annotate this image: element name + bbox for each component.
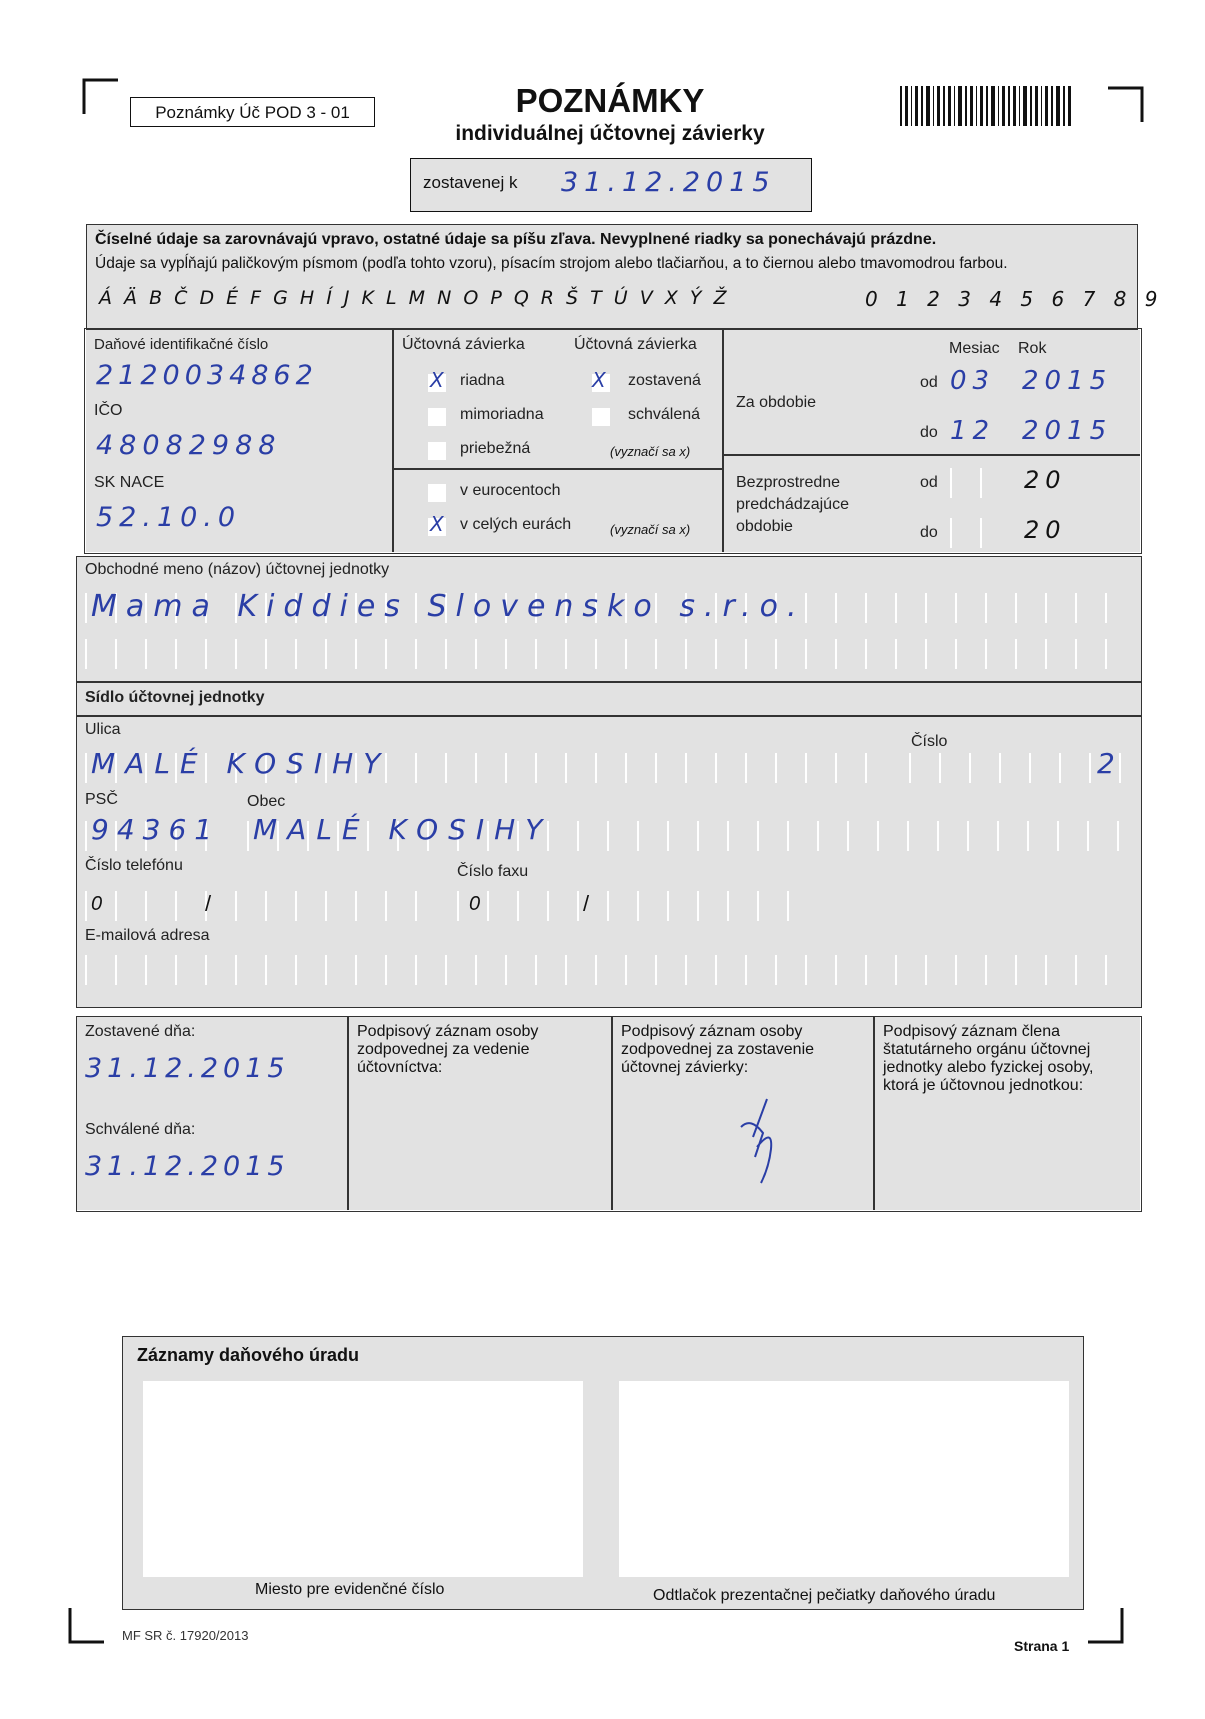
month-label: Mesiac — [949, 340, 1000, 357]
compiled-as-of-value: 31.12.2015 — [561, 167, 776, 198]
psc-value[interactable]: 94361 — [91, 813, 221, 846]
checkbox-schvalena[interactable] — [592, 408, 610, 426]
statement-col2-label: Účtovná závierka — [574, 336, 697, 353]
fax-prefix: 0 — [469, 893, 481, 915]
dic-label: Daňové identifikačné číslo — [94, 336, 269, 353]
phone-separator: / — [205, 891, 212, 916]
mark-hint-2: (vyznačí sa x) — [610, 522, 691, 537]
divider — [77, 715, 1141, 717]
option-priebezna: priebežná — [460, 440, 531, 457]
fax-label: Číslo faxu — [457, 863, 529, 880]
mark-zostavena: X — [592, 368, 606, 392]
seat-label: Sídlo účtovnej jednotky — [85, 689, 265, 706]
prev-from-year[interactable]: 20 — [1024, 466, 1067, 494]
checkbox-mimoriadna[interactable] — [428, 408, 446, 426]
prev-to-month-cells[interactable] — [950, 518, 1010, 548]
compiled-on-value[interactable]: 31.12.2015 — [85, 1053, 290, 1084]
city-value[interactable]: MALÉ KOSIHY — [253, 813, 553, 846]
letters-pattern: Á Ä B Č D É F G H Í J K L M N O P Q R Š T Ú V X Ý Ž — [99, 287, 730, 309]
period-from-year[interactable]: 2015 — [1022, 366, 1113, 396]
evidence-number-area[interactable] — [143, 1381, 583, 1577]
prev-from-month-cells[interactable] — [950, 468, 1010, 498]
fax-cells[interactable] — [457, 891, 797, 921]
sig1-label: Podpisový záznam osoby zodpovednej za vedenie účtovníctva: — [357, 1023, 539, 1076]
checkbox-eurocenty[interactable] — [428, 484, 446, 502]
handwritten-signature — [723, 1097, 793, 1187]
compiled-as-of-label: zostavenej k — [423, 173, 518, 192]
period-to-label: do — [920, 424, 938, 441]
street-value[interactable]: MALÉ KOSIHY — [91, 747, 391, 780]
approved-on-label: Schválené dňa: — [85, 1121, 196, 1138]
divider — [77, 681, 1141, 683]
street-label: Ulica — [85, 721, 121, 738]
page-title: POZNÁMKY — [515, 82, 705, 119]
sig1-box[interactable] — [349, 1017, 611, 1210]
prev-period-label: Bezprostredne predchádzajúce obdobie — [736, 474, 849, 535]
corner-mark-bottom-right — [1088, 1608, 1124, 1644]
evidence-number-caption: Miesto pre evidenčné číslo — [255, 1581, 445, 1598]
period-from-label: od — [920, 374, 938, 391]
option-riadna: riadna — [460, 372, 505, 389]
page-subtitle: individuálnej účtovnej závierky — [455, 122, 765, 145]
entity-name-label: Obchodné meno (názov) účtovnej jednotky — [85, 561, 390, 578]
option-cele-eura: v celých eurách — [460, 516, 572, 533]
ico-value[interactable]: 48082988 — [96, 430, 282, 461]
statement-col1-label: Účtovná závierka — [402, 336, 525, 353]
option-zostavena: zostavená — [628, 372, 701, 389]
email-cells-1[interactable] — [85, 955, 1125, 985]
period-to-year[interactable]: 2015 — [1022, 416, 1113, 446]
prev-to-year[interactable]: 20 — [1024, 516, 1067, 544]
corner-mark-top-left — [82, 78, 118, 114]
dic-value[interactable]: 2120034862 — [96, 360, 318, 391]
tax-office-title: Záznamy daňového úradu — [137, 1345, 360, 1365]
stamp-area[interactable] — [619, 1381, 1069, 1577]
option-mimoriadna: mimoriadna — [460, 406, 544, 423]
psc-label: PSČ — [85, 791, 118, 808]
option-eurocenty: v eurocentoch — [460, 482, 561, 499]
signatures-section — [76, 1016, 1142, 1212]
number-value[interactable]: 2 — [1097, 747, 1121, 780]
nace-label: SK NACE — [94, 474, 165, 491]
period-panel — [724, 330, 1140, 552]
dates-panel — [77, 1017, 347, 1210]
divider — [394, 468, 722, 470]
prev-to-label: do — [920, 524, 938, 541]
checkbox-priebezna[interactable] — [428, 442, 446, 460]
number-cells[interactable] — [909, 753, 1129, 783]
email-label: E-mailová adresa — [85, 927, 210, 944]
compiled-on-label: Zostavené dňa: — [85, 1023, 196, 1040]
instructions-line-2: Údaje sa vypĺňajú paličkovým písmom (podľa tohto vzoru), písacím strojom alebo tlačiarňou, a to čiernou alebo tmavomodrou farbou. — [95, 255, 1008, 272]
year-label: Rok — [1018, 340, 1047, 357]
prev-from-label: od — [920, 474, 938, 491]
sig2-label: Podpisový záznam osoby zodpovednej za zostavenie účtovnej závierky: — [621, 1023, 815, 1076]
number-label: Číslo — [911, 733, 948, 750]
phone-prefix: 0 — [91, 893, 103, 915]
ministry-code: MF SR č. 17920/2013 — [122, 1628, 249, 1643]
divider — [724, 454, 1140, 456]
form-code: Poznámky Úč POD 3 - 01 — [130, 97, 375, 127]
corner-mark-bottom-left — [68, 1608, 104, 1644]
period-from-month[interactable]: 03 — [950, 366, 996, 396]
phone-label: Číslo telefónu — [85, 857, 183, 874]
sig3-label: Podpisový záznam člena štatutárneho orgánu účtovnej jednotky alebo fyzickej osoby, ktorá je účtovnou jednotkou: — [883, 1023, 1094, 1094]
sig3-box[interactable] — [875, 1017, 1140, 1210]
period-to-month[interactable]: 12 — [950, 416, 996, 446]
period-label: Za obdobie — [736, 394, 817, 411]
phone-cells[interactable] — [85, 891, 425, 921]
mark-cele-eura: X — [430, 512, 444, 536]
option-schvalena: schválená — [628, 406, 701, 423]
entity-name-cells-2[interactable] — [85, 639, 1125, 669]
statement-type-panel — [394, 330, 722, 552]
stamp-caption: Odtlačok prezentačnej pečiatky daňového úradu — [653, 1587, 996, 1604]
mark-hint-1: (vyznačí sa x) — [610, 444, 691, 459]
approved-on-value[interactable]: 31.12.2015 — [85, 1151, 290, 1182]
nace-value[interactable]: 52.10.0 — [96, 502, 242, 533]
ids-panel — [86, 330, 392, 552]
entity-section — [76, 556, 1142, 1008]
city-label: Obec — [247, 793, 286, 810]
ico-label: IČO — [94, 402, 123, 419]
entity-name-value[interactable]: Mama Kiddies Slovensko s.r.o. — [91, 589, 806, 624]
compiled-as-of-box[interactable] — [410, 158, 812, 212]
barcode — [900, 86, 1075, 126]
corner-mark-top-right — [1108, 86, 1144, 122]
sig2-box[interactable] — [613, 1017, 873, 1210]
mark-riadna: X — [430, 368, 444, 392]
instructions-box — [86, 224, 1164, 330]
instructions-line-1: Číselné údaje sa zarovnávajú vpravo, ostatné údaje sa píšu zľava. Nevyplnené riadky sa ponechávajú prázdne. — [95, 231, 937, 248]
digits-pattern: 0 1 2 3 4 5 6 7 8 9 — [865, 287, 1164, 311]
page-number: Strana 1 — [1014, 1638, 1070, 1654]
tax-office-section — [122, 1336, 1084, 1610]
fax-separator: / — [583, 891, 590, 916]
